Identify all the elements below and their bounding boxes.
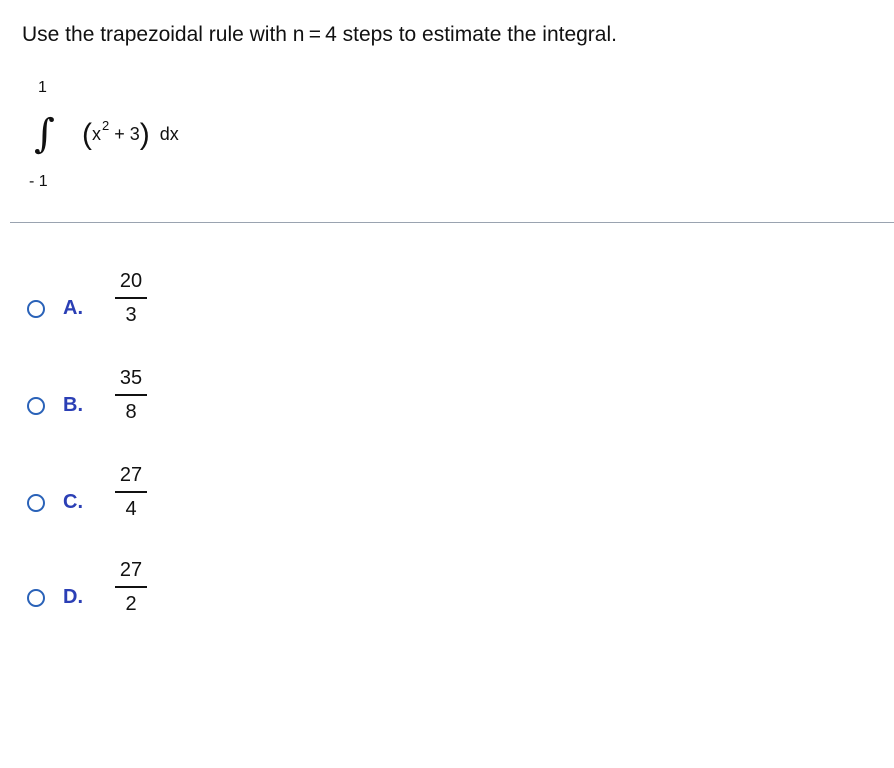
fraction-bar <box>115 297 147 299</box>
integrand-rest: + 3 <box>109 124 140 144</box>
fraction <box>111 268 151 328</box>
integral-sign: ∫ <box>34 111 55 157</box>
integral-upper-limit: 1 <box>38 79 47 96</box>
fraction <box>111 557 151 617</box>
fraction <box>111 365 151 425</box>
divider <box>10 222 894 223</box>
denominator: 8 <box>125 400 137 423</box>
differential: dx <box>159 124 179 144</box>
choice-letter: D. <box>63 586 83 608</box>
choice-letter: C. <box>63 491 83 513</box>
denominator: 3 <box>125 303 137 326</box>
radio-button[interactable] <box>27 397 45 415</box>
open-paren: ( <box>82 118 92 151</box>
choice-letter: A. <box>63 297 83 319</box>
choice-c[interactable] <box>25 462 185 542</box>
integrand <box>82 114 179 156</box>
choice-a[interactable] <box>25 268 185 348</box>
radio-button[interactable] <box>27 589 45 607</box>
question-text: Use the trapezoidal rule with n = 4 steps to estimate the integral. <box>22 23 617 46</box>
fraction-bar <box>115 491 147 493</box>
choice-d[interactable] <box>25 557 185 637</box>
numerator: 20 <box>119 270 143 292</box>
fraction-bar <box>115 586 147 588</box>
close-paren: ) <box>139 118 150 151</box>
choice-letter: B. <box>63 394 83 416</box>
denominator: 4 <box>125 497 137 520</box>
integrand-exponent: 2 <box>102 118 110 133</box>
integral-lower-limit: - 1 <box>29 173 48 190</box>
numerator: 35 <box>119 367 143 389</box>
fraction-bar <box>115 394 147 396</box>
numerator: 27 <box>119 559 143 581</box>
integral-expression <box>29 78 252 198</box>
choice-b[interactable] <box>25 365 185 445</box>
fraction <box>111 462 151 522</box>
integrand-base: x <box>92 124 101 144</box>
radio-button[interactable] <box>27 300 45 318</box>
denominator: 2 <box>125 592 137 615</box>
radio-button[interactable] <box>27 494 45 512</box>
numerator: 27 <box>119 464 143 486</box>
